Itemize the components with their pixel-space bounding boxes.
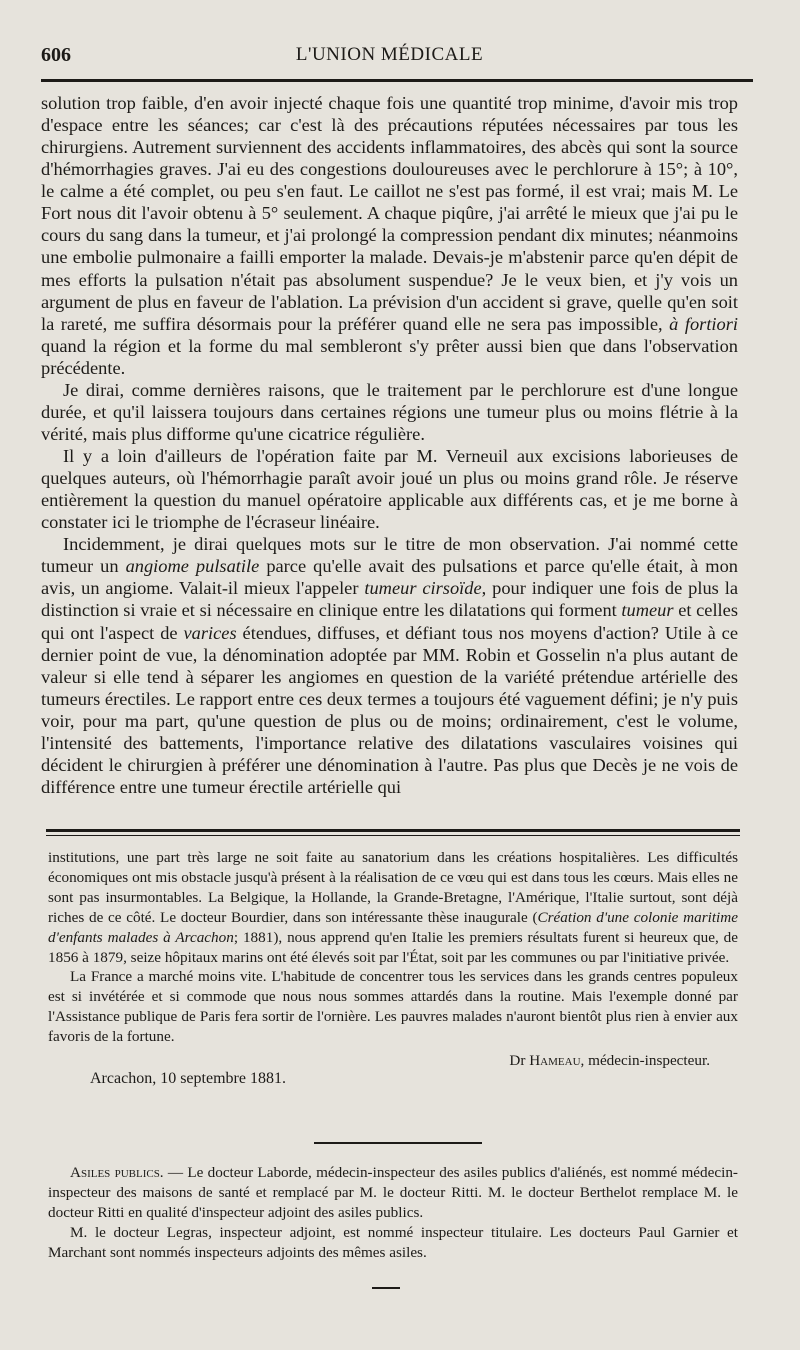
text-run: ; 1881), nous apprend qu'en Italie les premiers résultats furent si heureux que, de 1856 à 1879, seize hôpitaux marins ont été élevés soit par l'État, soit par les communes ou par l'initiative privée.: [48, 928, 738, 966]
body-paragraph: [41, 92, 738, 379]
text-run: Incidemment, je dirai quelques mots sur le titre de mon observation. J'ai nommé cette tumeur un: [41, 534, 738, 577]
footnote-rule-top: [46, 829, 740, 832]
body-paragraph: [41, 445, 738, 533]
running-header: [41, 44, 738, 74]
notice-paragraph: [48, 1163, 738, 1223]
dateline: Arcachon, 10 septembre 1881.: [90, 1070, 286, 1088]
italic-run: varices: [183, 622, 237, 643]
body-paragraph: [41, 533, 738, 798]
text-run: institutions, une part très large ne soit faite au sanatorium dans les créations hospitalières. Les difficultés économiques ont mis obstacle jusqu'à présent à la réalisation de ce vœu qui est dans tous les cœurs. Mais elles ne sont pas insurmontables. La Belgique, la Hollande, la Grande-Bretagne, l'Amérique, l'Italie surtout, sont déjà riches de ce côté. Le docteur Bourdier, dans son intéressante thèse inaugurale (: [48, 849, 738, 926]
page-number: 606: [41, 44, 71, 66]
feuilleton-paragraph: [48, 967, 738, 1047]
footnote-rule-bottom: [46, 835, 740, 836]
end-mark: [372, 1287, 400, 1289]
feuilleton-paragraph: [48, 848, 738, 967]
text-run: , pour indiquer une fois de plus la distinction si vraie et si nécessaire en clinique entre les dilatations qui forment: [41, 578, 738, 621]
running-title: L'UNION MÉDICALE: [295, 44, 484, 65]
text-run: — Le docteur Laborde, médecin-inspecteur des asiles publics d'aliénés, est nommé médecin-inspecteur des maisons de santé et remplacé par M. le docteur Ritti. M. le docteur Berthelot remplace M. le docteur Ritti en qualité d'inspecteur adjoint des asiles publics.: [48, 1164, 738, 1221]
header-rule: [41, 79, 753, 82]
body-paragraph: [41, 379, 738, 445]
text-run: et celles qui ont l'aspect de: [41, 600, 738, 643]
notice-heading: Asiles publics.: [70, 1164, 164, 1181]
italic-run: Création d'une colonie maritime d'enfants malades à Arcachon: [48, 908, 738, 946]
text-run: M. le docteur Legras, inspecteur adjoint, est nommé inspecteur titulaire. Les docteurs Paul Garnier et Marchant sont nommés inspecteurs adjoints des mêmes asiles.: [48, 1223, 738, 1261]
italic-run: angiome pulsatile: [125, 556, 260, 577]
italic-run: tumeur: [621, 600, 674, 621]
italic-run: à fortiori: [669, 313, 738, 334]
main-text: [41, 92, 738, 798]
signature: Dr Hameau, médecin-inspecteur.: [509, 1052, 710, 1070]
text-run: La France a marché moins vite. L'habitude de concentrer tous les services dans les grands centres populeux est si invétérée et si commode que nous nous sommes attardés dans la routine. Mais l'exemple donné par l'Assistance publique de Paris fera sortir de l'ornière. Les pauvres malades n'auront bientôt plus rien à envier aux favoris de la fortune.: [48, 968, 738, 1046]
text-run: quand la région et la forme du mal sembleront s'y prêter aussi bien que dans l'observation précédente.: [41, 335, 738, 378]
text-run: étendues, diffuses, et défiant tous nos moyens d'action? Utile à ce dernier point de vue, la dénomination adoptée par MM. Robin et Gosselin n'a plus autant de valeur si elle tend à séparer les angiomes en question de la variété prétendue artérielle des tumeurs érectiles. Le rapport entre ces deux termes a toujours été vaguement défini; je n'y puis voir, pour ma part, qu'une question de plus ou de moins; ordinairement, c'est le volume, l'intensité des battements, l'importance relative des dilatations vasculaires voisines qui décident le chirurgien à préférer une dénomination à l'autre. Pas plus que Decès je ne vois de différence entre une tumeur érectile artérielle qui: [41, 622, 738, 797]
feuilleton: [48, 848, 738, 1099]
text-run: Je dirai, comme dernières raisons, que le traitement par le perchlorure est d'une longue durée, et qu'il laissera toujours dans certaines régions une tumeur plus ou moins flétrie à la vérité, mais plus difforme qu'une cicatrice régulière.: [41, 379, 738, 444]
text-run: parce qu'elle avait des pulsations et parce qu'elle était, à mon avis, un angiome. Valait-il mieux l'appeler: [41, 556, 738, 599]
notice-paragraph: [48, 1223, 738, 1263]
italic-run: tumeur cirsoïde: [364, 578, 482, 599]
text-run: Il y a loin d'ailleurs de l'opération faite par M. Verneuil aux excisions laborieuses de quelques auteurs, où l'hémorrhagie paraît avoir joué un plus ou moins grand rôle. Je réserve entièrement la question du manuel opératoire applicable aux différents cas, et je me borne à constater ici le triomphe de l'écraseur linéaire.: [41, 446, 738, 533]
news-notices: [48, 1163, 738, 1263]
text-run: solution trop faible, d'en avoir injecté chaque fois une quantité trop minime, d'avoir mis trop d'espace entre les séances; car c'est là des précautions réputées nécessaires par tous les chirurgiens. Autrement surviennent des accidents inflammatoires, des abcès qui sont la source d'hémorrhagies graves. J'ai eu des congestions douloureuses avec le perchlorure à 15°; à 10°, le calme a été complet, ou peu s'en faut. Le caillot ne s'est pas formé, il est vrai; mais M. Le Fort nous dit l'avoir obtenu à 5° seulement. A chaque piqûre, j'ai arrêté le mieux que j'ai pu le cours du sang dans la tumeur, et j'ai prolongé la compression pendant dix minutes; néanmoins une embolie pulmonaire a failli emporter la malade. Devais-je m'abstenir parce qu'en dépit de mes efforts la pulsation n'était pas absolument suspendue? Je le veux bien, et j'y vois un argument de plus en faveur de l'ablation. La prévision d'un accident si grave, quelle qu'en soit la rareté, me suffira désormais pour la préférer quand elle ne sera pas impossible,: [41, 93, 738, 334]
section-divider: [314, 1142, 482, 1144]
